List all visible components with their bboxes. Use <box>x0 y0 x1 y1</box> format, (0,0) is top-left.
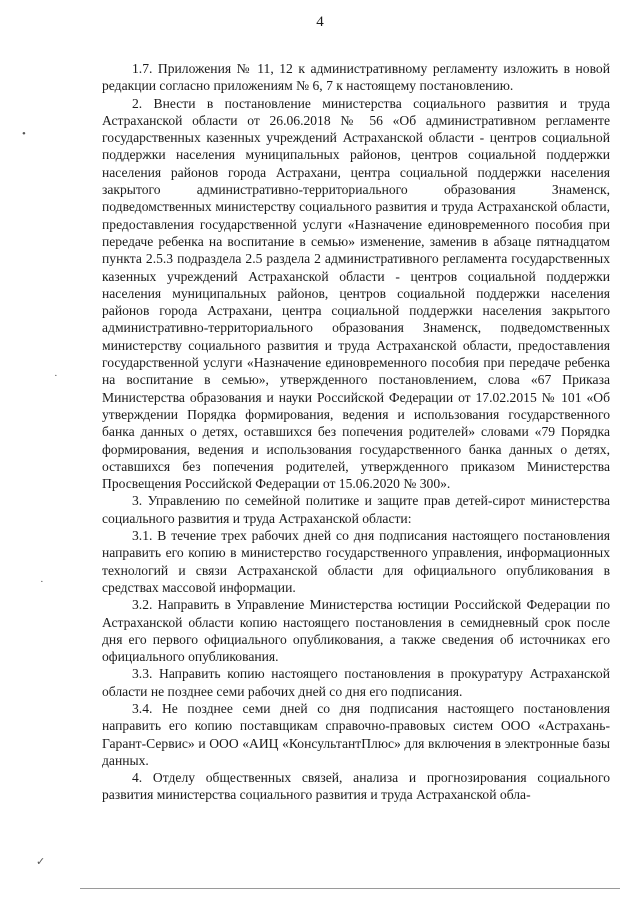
paragraph-3-1: 3.1. В течение трех рабочих дней со дня подписания настоящего постановления направить его копию в министерство государственного управления, информационных технологий и связи Астраханской области для официального опубликования в средствах массовой информации. <box>102 528 610 595</box>
paragraph-3: 3. Управлению по семейной политике и защите прав детей-сирот министерства социального развития и труда Астраханской области: <box>102 493 610 526</box>
paragraph-1-7: 1.7. Приложения № 11, 12 к административному регламенту изложить в новой редакции согласно приложениям № 6, 7 к настоящему постановлению. <box>102 61 610 94</box>
scan-speck: ✓ <box>36 856 46 868</box>
paragraph-4: 4. Отделу общественных связей, анализа и прогнозирования социального развития министерства социального развития и труда Астраханской обла- <box>102 770 610 803</box>
scan-edge-line <box>80 888 620 889</box>
page-number: 4 <box>316 14 324 30</box>
scan-speck: · <box>40 576 44 588</box>
document-body <box>102 60 610 804</box>
paragraph-2: 2. Внести в постановление министерства социального развития и труда Астраханской области от 26.06.2018 № 56 «Об административном регламенте государственных казенных учреждений Астраханской области - центров социальной поддержки населения муниципальных районов, центров социальной поддержки населения районов города Астрахани, центра социальной поддержки населения закрытого административно-территориального образования Знаменск, подведомственных министерству социального развития и труда Астраханской области, предоставления государственной услуги «Назначение единовременного пособия при передаче ребенка на воспитание в семью» изменение, заменив в абзаце пятнадцатом пункта 2.5.3 подраздела 2.5 раздела 2 административного регламента государственных казенных учреждений Астраханской области - центров социальной поддержки населения муниципальных районов, центров социальной поддержки населения районов города Астрахани, центра социальной поддержки населения закрытого административно-территориального образования Знаменск, подведомственных министерству социального развития и труда Астраханской области, предоставления государственной услуги «Назначение единовременного пособия при передаче ребенка на воспитание в семью», утвержденного постановлением, слова «67 Приказа Министерства образования и науки Российской Федерации от 17.02.2015 № 101 «Об утверждении Порядка формирования, ведения и использования государственного банка данных о детях, оставшихся без попечения родителей» словами «79 Порядка формирования, ведения и использования государственного банка данных о детях, оставшихся без попечения родителей, утвержденного приказом Министерства Просвещения Российской Федерации от 15.06.2020 № 300». <box>102 95 610 492</box>
paragraph-3-3: 3.3. Направить копию настоящего постановления в прокуратуру Астраханской области не позднее семи рабочих дней со дня его подписания. <box>102 666 610 699</box>
paragraph-3-4: 3.4. Не позднее семи дней со дня подписания настоящего постановления направить его копию поставщикам справочно-правовых систем ООО «Астрахань-Гарант-Сервис» и ООО «АИЦ «КонсультантПлюс» для включения в электронные базы данных. <box>102 700 610 768</box>
paragraph-3-2: 3.2. Направить в Управление Министерства юстиции Российской Федерации по Астраханской области копию настоящего постановления в семидневный срок после дня его первого официального опубликования, а также сведения об источниках его официального опубликования. <box>102 597 610 665</box>
scan-speck: • <box>22 128 26 140</box>
scan-speck: · <box>54 370 58 382</box>
